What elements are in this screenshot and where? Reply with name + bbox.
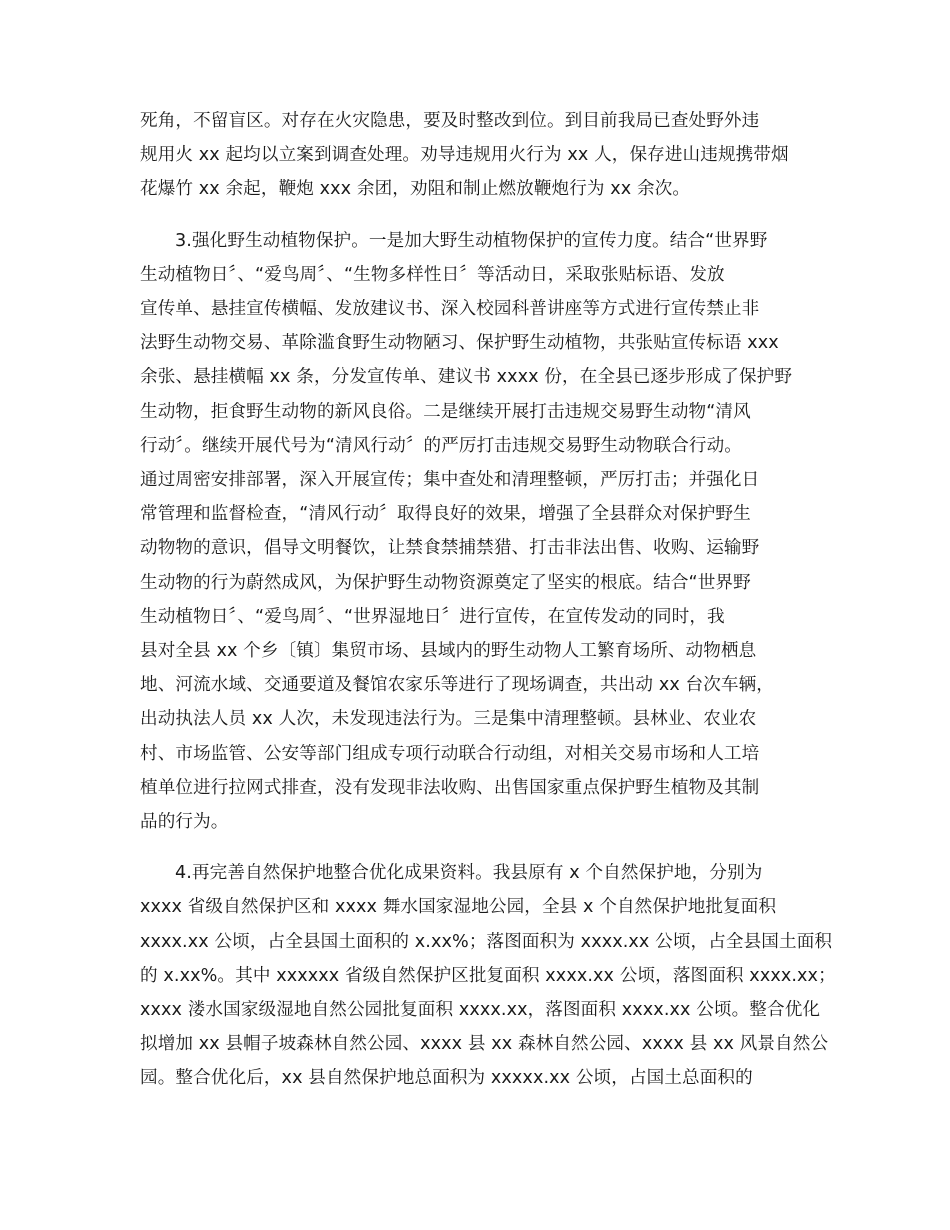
text-line: 园。整合优化后，xx 县自然保护地总面积为 xxxxx.xx 公顷，占国土总面积的 — [140, 1068, 753, 1089]
text-line: xxxx.xx 公顷，占全县国土面积的 x.xx%；落图面积为 xxxx.xx 公顷，占全县国土面积 — [140, 931, 833, 952]
text-line: 花爆竹 xx 余起，鞭炮 xxx 余团，劝阻和制止燃放鞭炮行为 xx 余次。 — [140, 179, 691, 200]
text-line: 生动植物日〞、“爱鸟周〞、“生物多样性日〞等活动日，采取张贴标语、发放 — [140, 264, 725, 285]
paragraph-fire-prevention — [140, 104, 810, 207]
text-line: 拟增加 xx 县帽子坡森林自然公园、xxxx 县 xx 森林自然公园、xxxx 县 xx 风景自然公 — [140, 1034, 829, 1055]
text-line: 死角，不留盲区。对存在火灾隐患，要及时整改到位。到目前我局已查处野外违 — [140, 111, 760, 131]
text-line: xxxx 溇水国家级湿地自然公园批复面积 xxxx.xx，落图面积 xxxx.xx 公顷。整合优化 — [140, 1000, 821, 1021]
text-line: 村、市场监管、公安等部门组成专项行动联合行动组，对相关交易市场和人工培 — [140, 743, 760, 764]
text-line: xxxx 省级自然保护区和 xxxx 舞水国家湿地公园，全县 x 个自然保护地批复面积 — [140, 897, 777, 918]
text-line: 宣传单、悬挂宣传横幅、发放建议书、深入校园科普讲座等方式进行宣传禁止非 — [140, 299, 760, 320]
text-line: 行动〞。继续开展代号为“清风行动〞的严厉打击违规交易野生动物联合行动。 — [140, 435, 743, 456]
text-line: 品的行为。 — [140, 812, 229, 833]
document-page — [140, 104, 836, 1113]
paragraph-wildlife-protection — [140, 224, 810, 840]
text-line: 法野生动物交易、革除滥食野生动物陋习、保护野生动植物，共张贴宣传标语 xxx — [140, 333, 779, 354]
text-line: 生动物的行为蔚然成风，为保护野生动物资源奠定了坚实的根底。结合“世界野 — [140, 572, 751, 593]
text-line: 4.再完善自然保护地整合优化成果资料。我县原有 x 个自然保护地，分别为 — [175, 863, 763, 884]
text-line: 地、河流水域、交通要道及餐馆农家乐等进行了现场调查，共出动 xx 台次车辆， — [140, 675, 774, 696]
paragraph-nature-reserve — [140, 856, 836, 1095]
text-line: 规用火 xx 起均以立案到调查处理。劝导违规用火行为 xx 人，保存进山违规携带烟 — [140, 145, 789, 166]
text-line: 的 x.xx%。其中 xxxxxx 省级自然保护区批复面积 xxxx.xx 公顷，落图面积 xxxx.xx； — [140, 965, 836, 986]
text-line: 植单位进行拉网式排查，没有发现非法收购、出售国家重点保护野生植物及其制 — [140, 777, 760, 798]
text-line: 常管理和监督检查，“清风行动〞取得良好的效果，增强了全县群众对保护野生 — [140, 504, 751, 525]
text-line: 动物物的意识，倡导文明餐饮，让禁食禁捕禁猎、打击非法出售、收购、运输野 — [140, 538, 760, 559]
text-line: 3.强化野生动植物保护。一是加大野生动植物保护的宣传力度。结合“世界野 — [175, 230, 768, 251]
text-line: 余张、悬挂横幅 xx 条，分发宣传单、建议书 xxxx 份，在全县已逐步形成了保护野 — [140, 367, 793, 388]
text-line: 生动物，拒食野生动物的新风良俗。二是继续开展打击违规交易野生动物“清风 — [140, 401, 751, 422]
text-line: 出动执法人员 xx 人次，未发现违法行为。三是集中清理整顿。县林业、农业农 — [140, 709, 757, 730]
text-line: 通过周密安排部署，深入开展宣传；集中查处和清理整顿，严厉打击；并强化日 — [140, 470, 760, 491]
text-line: 县对全县 xx 个乡〔镇〕集贸市场、县域内的野生动物人工繁育场所、动物栖息 — [140, 641, 757, 662]
text-line: 生动植物日〞、“爱鸟周〞、“世界湿地日〞进行宣传，在宣传发动的同时，我 — [140, 606, 725, 627]
